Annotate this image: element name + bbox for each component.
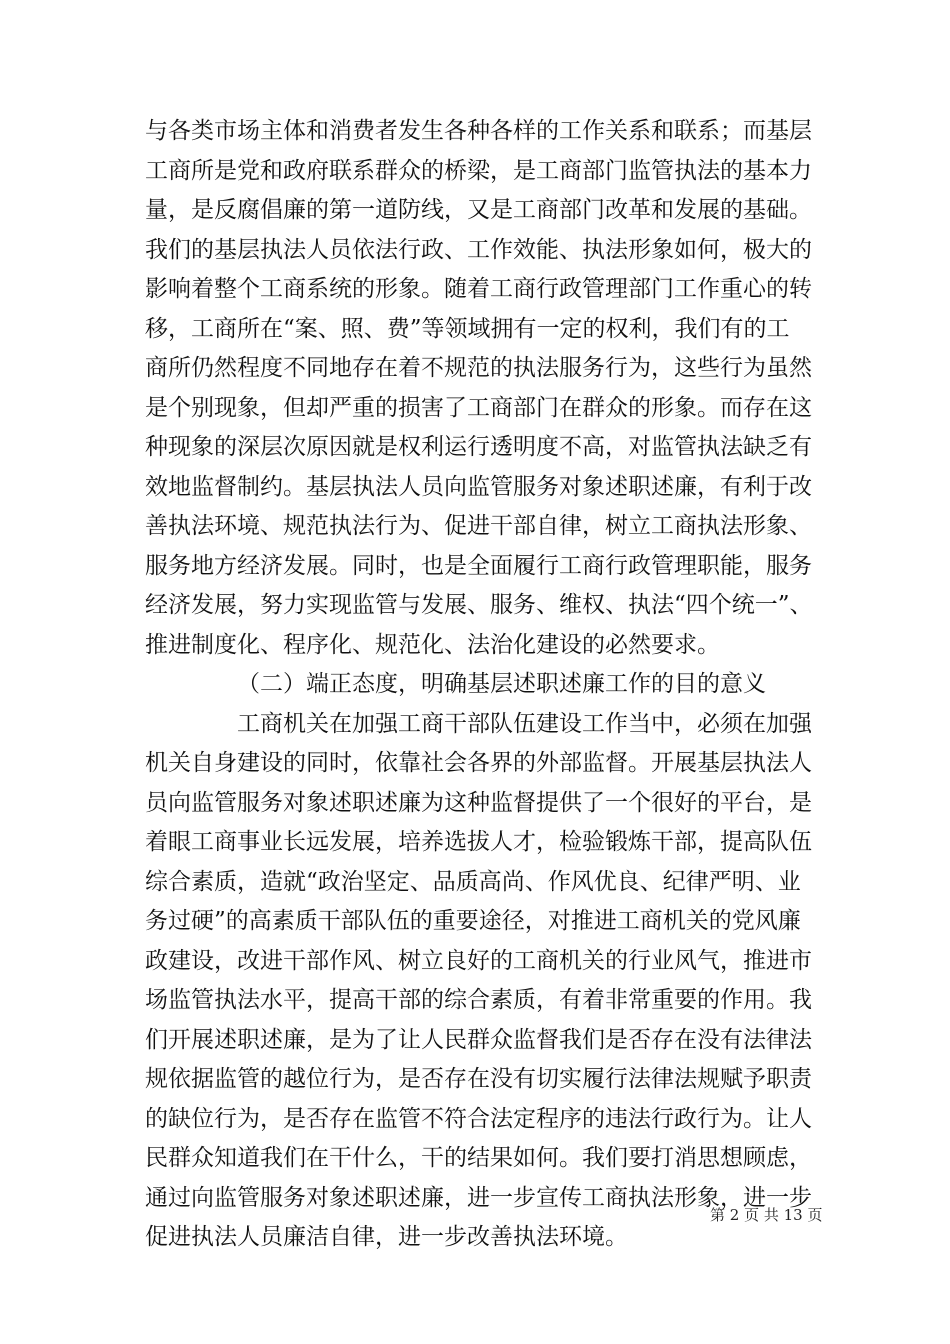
text-line: 推进制度化、程序化、规范化、法治化建设的必然要求。	[145, 631, 720, 658]
text-line: 移，工商所在“案、照、费”等领域拥有一定的权利，我们有的工	[145, 315, 790, 342]
text-line: 工商所是党和政府联系群众的桥梁，是工商部门监管执法的基本力	[145, 157, 812, 184]
document-body	[145, 112, 825, 1258]
text-line: 的缺位行为，是否存在监管不符合法定程序的违法行政行为。让人	[145, 1105, 812, 1132]
text-line: 机关自身建设的同时，依靠社会各界的外部监督。开展基层执法人	[145, 750, 812, 776]
text-line: 效地监督制约。基层执法人员向监管服务对象述职述廉，有利于改	[145, 473, 812, 500]
text-line: 员向监管服务对象述职述廉为这种监督提供了一个很好的平台，是	[145, 789, 812, 816]
text-line: 经济发展，努力实现监管与发展、服务、维权、执法“四个统一”、	[145, 592, 813, 618]
text-line: 影响着整个工商系统的形象。随着工商行政管理部门工作重心的转	[145, 276, 812, 302]
text-line: 务过硬”的高素质干部队伍的重要途径，对推进工商机关的党风廉	[145, 908, 801, 934]
text-line: 通过向监管服务对象述职述廉，进一步宣传工商执法形象，进一步	[145, 1184, 812, 1211]
text-line: 着眼工商事业长远发展，培养选拔人才，检验锻炼干部，提高队伍	[145, 829, 812, 855]
text-line: 规依据监管的越位行为，是否存在没有切实履行法律法规赋予职责	[145, 1066, 812, 1092]
text-line: 是个别现象，但却严重的损害了工商部门在群众的形象。而存在这	[145, 394, 812, 421]
text-line: 民群众知道我们在干什么，干的结果如何。我们要打消思想顾虑，	[145, 1145, 812, 1171]
text-line: 我们的基层执法人员依法行政、工作效能、执法形象如何，极大的	[145, 236, 812, 263]
paragraph-1	[145, 112, 825, 665]
text-line: 场监管执法水平，提高干部的综合素质，有着非常重要的作用。我	[145, 987, 812, 1013]
text-line: 量，是反腐倡廉的第一道防线，又是工商部门改革和发展的基础。	[145, 197, 812, 223]
text-line: 服务地方经济发展。同时，也是全面履行工商行政管理职能，服务	[145, 552, 812, 579]
text-line: 善执法环境、规范执法行为、促进干部自律，树立工商执法形象、	[145, 513, 812, 539]
text-line: 与各类市场主体和消费者发生各种各样的工作关系和联系；而基层	[145, 118, 812, 144]
text-line: 们开展述职述廉，是为了让人民群众监督我们是否存在没有法律法	[145, 1026, 812, 1053]
text-line: 政建设，改进干部作风、树立良好的工商机关的行业风气，推进市	[145, 947, 812, 974]
section-heading: （二）端正态度，明确基层述职述廉工作的目的意义	[237, 671, 766, 697]
paragraph-2	[145, 705, 825, 1258]
text-line: 综合素质，造就“政治坚定、品质高尚、作风优良、纪律严明、业	[145, 868, 801, 895]
text-line: 促进执法人员廉洁自律，进一步改善执法环境。	[145, 1224, 628, 1250]
text-line: 工商机关在加强工商干部队伍建设工作当中，必须在加强	[237, 710, 812, 737]
text-line: 商所仍然程度不同地存在着不规范的执法服务行为，这些行为虽然	[145, 355, 812, 381]
text-line: 种现象的深层次原因就是权利运行透明度不高，对监管执法缺乏有	[145, 434, 812, 460]
page-number: 第 2 页 共 13 页	[710, 1206, 823, 1224]
